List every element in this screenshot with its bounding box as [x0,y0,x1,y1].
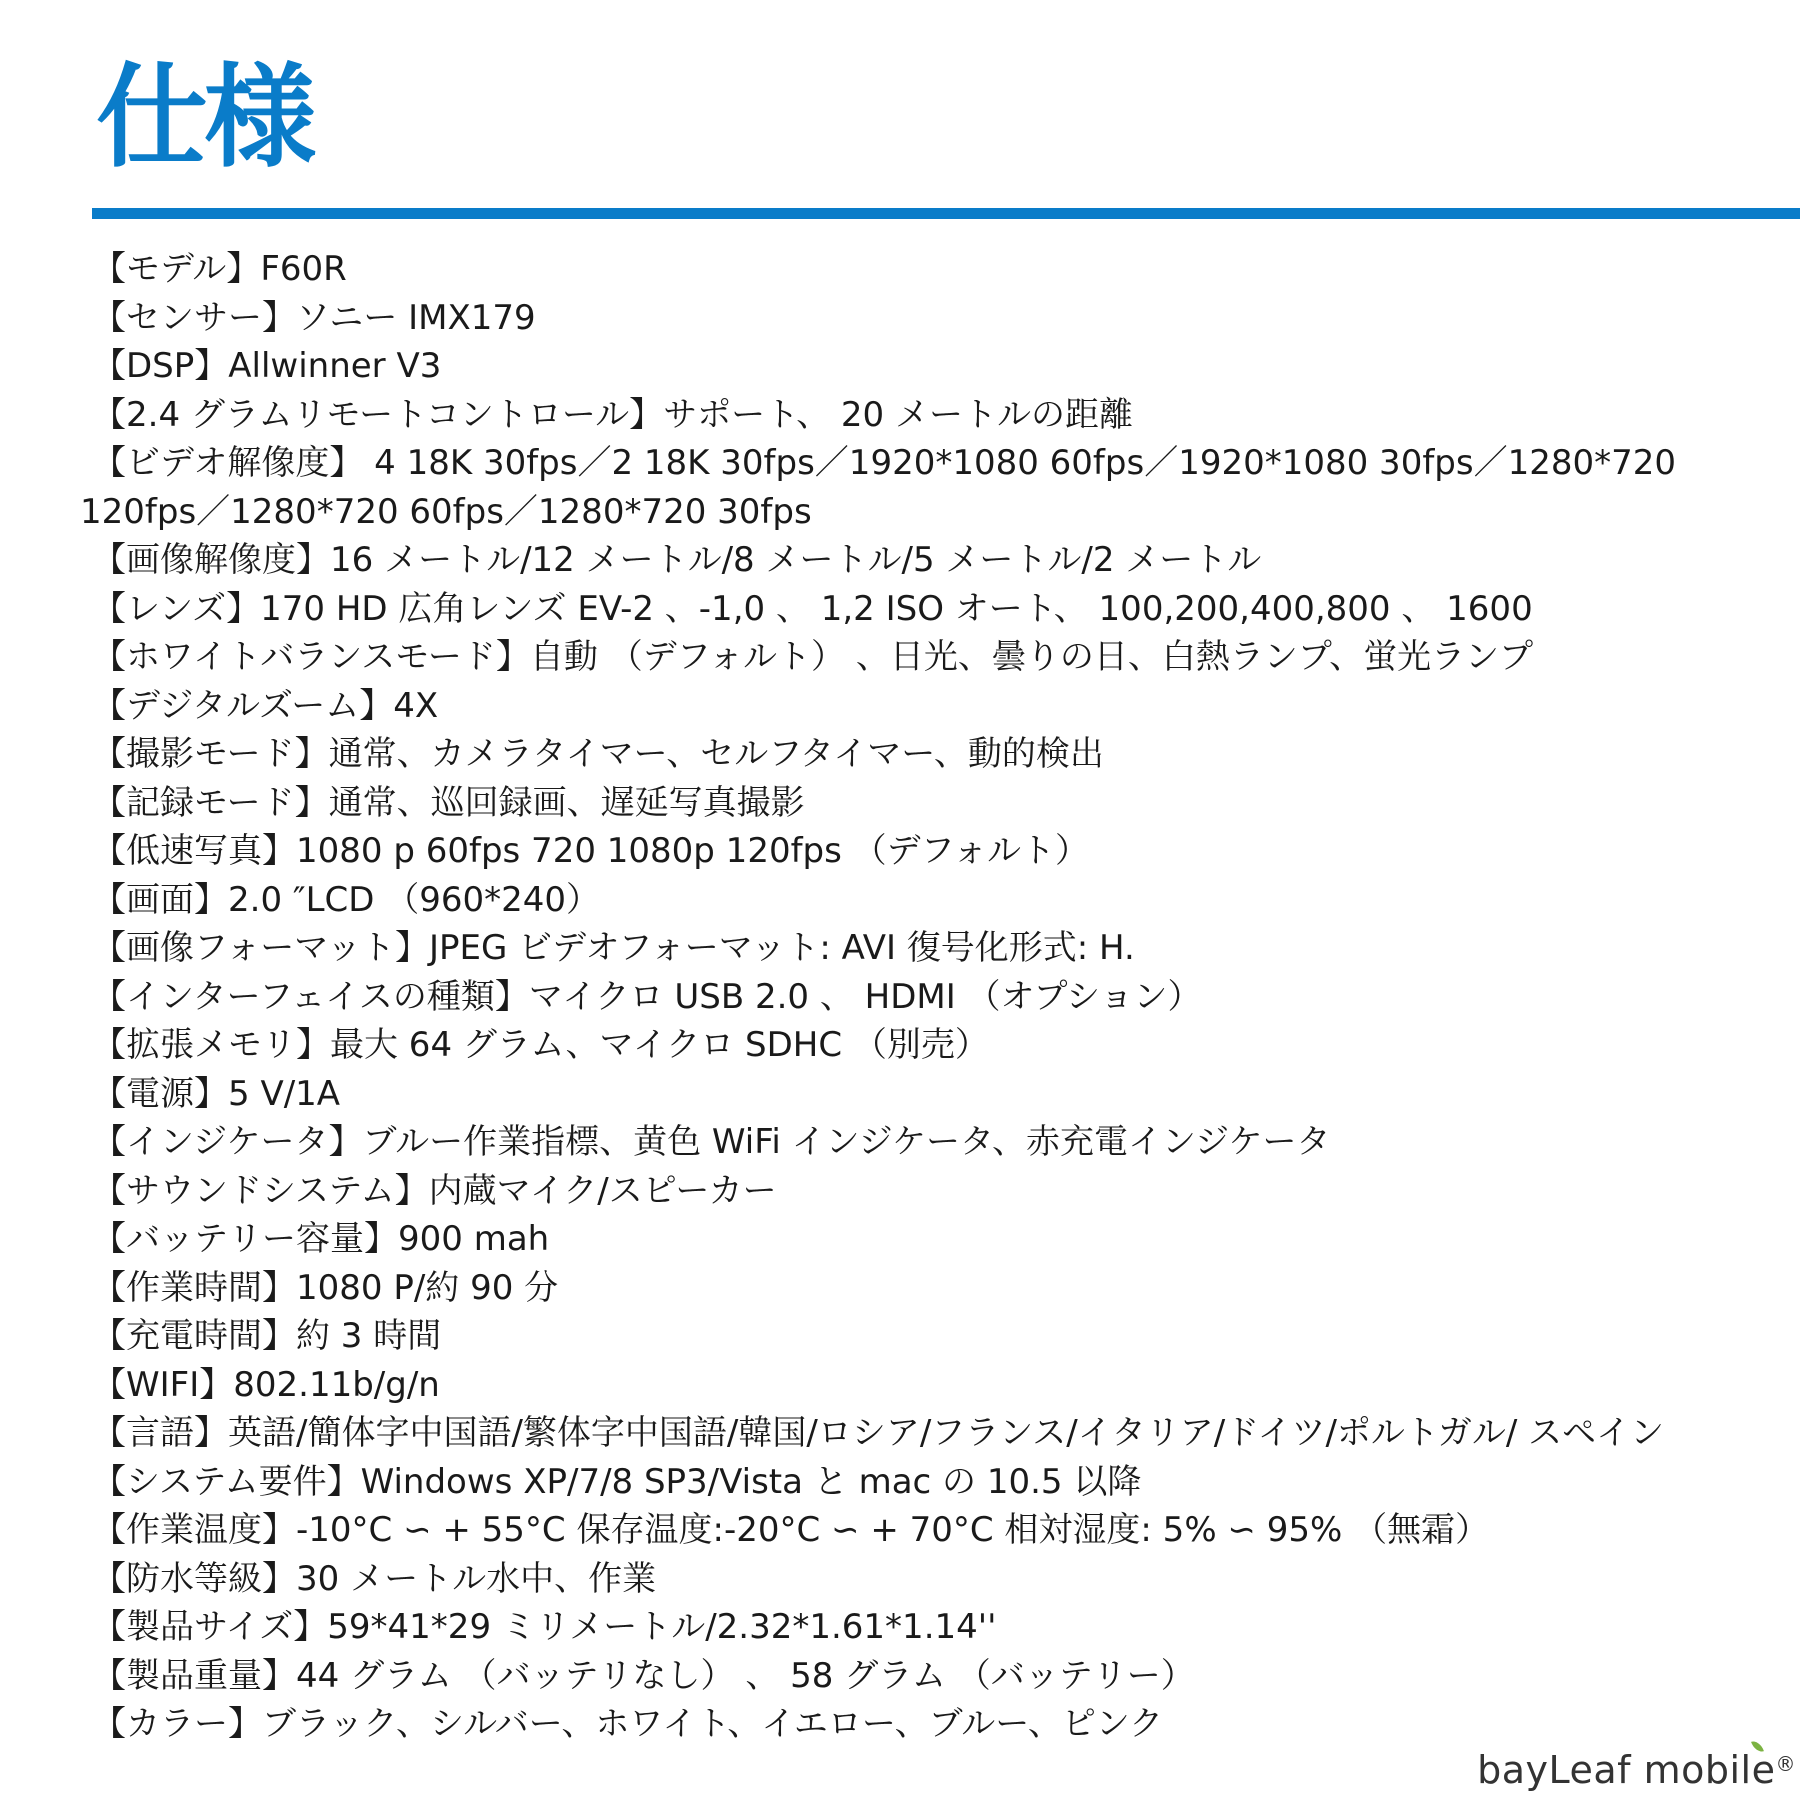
spec-value: マイクロ USB 2.0 、 HDMI （オプション） [528,976,1202,1017]
spec-key: 【ホワイトバランスモード】 [92,637,530,677]
spec-value: ブラック、シルバー、ホワイト、イエロー、ブルー、ピンク [262,1704,1164,1744]
spec-row [92,1118,1772,1167]
spec-key: 【低速写真】 [92,831,296,871]
spec-value: ブルー作業指標、黄色 WiFi インジケータ、赤充電インジケータ [362,1122,1331,1162]
spec-row [92,391,1772,440]
spec-key: 【カラー】 [92,1704,262,1744]
spec-list [80,245,1772,1749]
spec-value: 最大 64 グラム、マイクロ SDHC （別売） [330,1025,989,1065]
spec-key: 【記録モード】 [92,782,329,823]
spec-row [92,342,1772,391]
brand-name: bayLeaf mobile [1477,1748,1776,1792]
spec-row [92,1215,1772,1264]
spec-row [92,1458,1772,1507]
spec-key: 【画面】 [92,879,228,920]
spec-value: 5 V/1A [228,1073,341,1114]
spec-value: サポート、 20 メートルの距離 [663,394,1133,435]
spec-value: 59*41*29 ミリメートル/2.32*1.61*1.14'' [327,1607,997,1647]
spec-key: 【インジケータ】 [92,1122,363,1162]
spec-key: 【防水等級】 [92,1558,296,1599]
page-title: 仕様 [96,53,312,183]
spec-key: 【充電時間】 [92,1316,296,1356]
spec-row [92,779,1772,828]
spec-key: 【DSP】 [92,346,229,386]
spec-key: 【撮影モード】 [92,734,329,774]
spec-row [92,1312,1772,1361]
spec-row [92,1409,1772,1458]
spec-value: 16 メートル/12 メートル/8 メートル/5 メートル/2 メートル [330,540,1262,580]
spec-key: 【言語】 [92,1413,228,1453]
spec-row [92,1070,1772,1119]
spec-value: 30 メートル水中、作業 [296,1558,657,1599]
spec-key: 【製品サイズ】 [92,1607,328,1647]
spec-row [92,1021,1772,1070]
spec-key: 【画像解像度】 [92,540,330,580]
spec-key: 【作業時間】 [92,1267,296,1308]
spec-key: 【電源】 [92,1073,228,1114]
spec-key: 【インターフェイスの種類】 [92,976,529,1017]
title-divider [92,208,1800,219]
brand-logo [1477,1748,1796,1792]
spec-value: 4 18K 30fps／2 18K 30fps／1920*1080 60fps／1920*1080 30fps／1280*720 120fps／1280*720 60fps／1280*720 30fps [80,443,1677,532]
spec-value: 英語/簡体字中国語/繁体字中国語/韓国/ロシア/フランス/イタリア/ドイツ/ポルトガル/ スペイン [228,1413,1665,1453]
spec-row [92,1264,1772,1313]
spec-key: 【WIFI】 [92,1364,234,1405]
spec-value: 通常、巡回録画、遅延写真撮影 [328,782,805,823]
spec-value: 44 グラム （バッテリなし） 、 58 グラム （バッテリー） [296,1655,1195,1696]
spec-row [92,973,1772,1022]
spec-key: 【画像フォーマット】 [92,928,429,968]
spec-key: 【モデル】 [92,249,261,289]
registered-mark: ® [1775,1752,1796,1776]
spec-value: Windows XP/7/8 SP3/Vista と mac の 10.5 以降 [360,1461,1142,1502]
spec-row [92,294,1772,343]
spec-row [92,536,1772,585]
spec-value: 900 mah [398,1219,550,1259]
spec-key: 【センサー】 [92,297,296,338]
spec-row [92,633,1772,682]
spec-value: 通常、カメラタイマー、セルフタイマー、動的検出 [328,734,1104,774]
spec-key: 【バッテリー容量】 [92,1219,398,1259]
spec-value: 約 3 時間 [296,1316,442,1356]
spec-key: 【レンズ】 [92,588,261,629]
spec-key: 【ビデオ解像度】 [92,443,364,483]
spec-row [92,1700,1772,1749]
spec-value: ソニー IMX179 [296,297,536,338]
spec-value: 802.11b/g/n [233,1364,440,1405]
spec-value: 1080 P/約 90 分 [296,1267,559,1308]
spec-row [92,876,1772,925]
spec-key: 【2.4 グラムリモートコントロール】 [92,394,664,435]
spec-row [92,585,1772,634]
spec-key: 【デジタルズーム】 [92,685,394,726]
spec-row [92,1167,1772,1216]
spec-row [92,1506,1772,1555]
spec-key: 【サウンドシステム】 [92,1170,429,1211]
spec-row [92,924,1772,973]
spec-row [92,682,1772,731]
spec-key: 【製品重量】 [92,1655,296,1696]
spec-value: -10°C ∽ + 55°C 保存温度:-20°C ∽ + 70°C 相対湿度: 5% ∽ 95% （無霜） [296,1510,1490,1550]
spec-key: 【拡張メモリ】 [92,1025,330,1065]
spec-value: Allwinner V3 [228,346,442,386]
spec-row [92,245,1772,294]
spec-key: 【システム要件】 [92,1461,361,1502]
spec-row [92,1555,1772,1604]
spec-value: F60R [260,249,347,289]
spec-value: 内蔵マイク/スピーカー [428,1170,777,1211]
spec-value: 2.0 ″LCD （960*240） [228,879,601,920]
spec-row [92,1361,1772,1410]
spec-row [92,1603,1772,1652]
spec-value: 自動 （デフォルト） 、日光、曇りの日、白熱ランプ、蛍光ランプ [529,637,1534,677]
spec-key: 【作業温度】 [92,1510,296,1550]
spec-value: 4X [393,685,439,726]
spec-row [92,827,1772,876]
spec-row [92,1652,1772,1701]
spec-value: JPEG ビデオフォーマット: AVI 復号化形式: H. [428,928,1135,968]
spec-row [80,439,1772,536]
spec-value: 170 HD 広角レンズ EV-2 、-1,0 、 1,2 ISO オート、 100,200,400,800 、 1600 [260,588,1533,629]
spec-value: 1080 p 60fps 720 1080p 120fps （デフォルト） [296,831,1089,871]
spec-row [92,730,1772,779]
